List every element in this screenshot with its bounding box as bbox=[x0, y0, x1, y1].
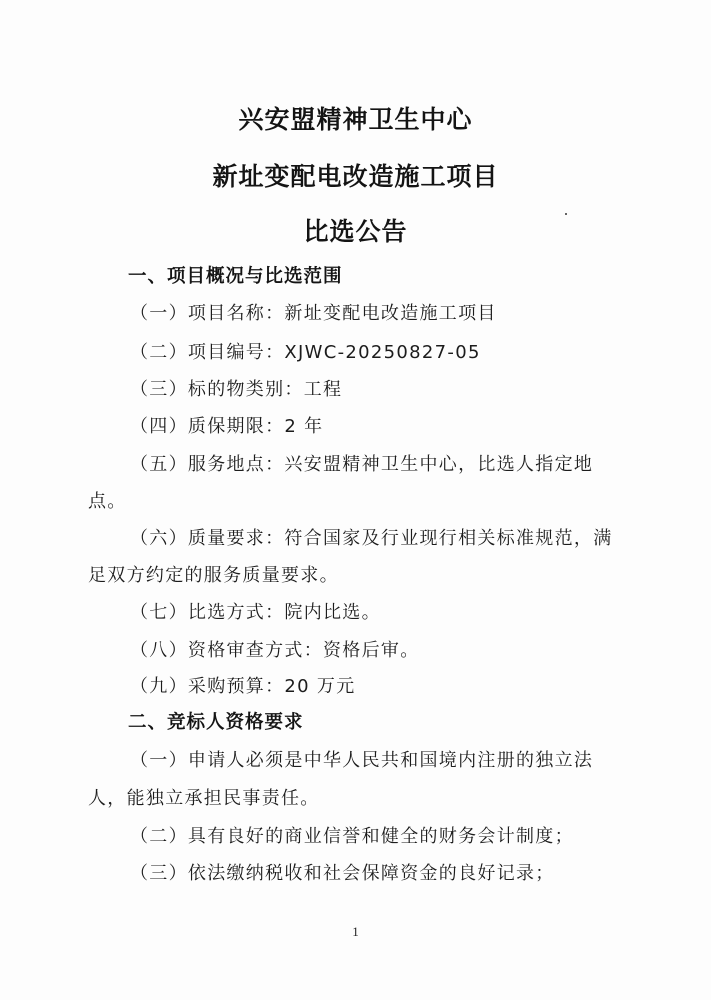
item-selection-method: （七）比选方式：院内比选。 bbox=[130, 602, 381, 623]
item-qualification-review: （八）资格审查方式：资格后审。 bbox=[130, 640, 420, 661]
scan-speck bbox=[565, 213, 567, 215]
title-line-3: 比选公告 bbox=[303, 217, 408, 246]
page-number: 1 bbox=[352, 924, 359, 939]
item-budget: （九）采购预算：20 万元 bbox=[130, 676, 356, 697]
item-project-number: （二）项目编号：XJWC-20250827-05 bbox=[130, 342, 481, 363]
req-tax-record: （三）依法缴纳税收和社会保障资金的良好记录； bbox=[130, 863, 555, 884]
item-quality-requirement-line-1: （六）质量要求：符合国家及行业现行相关标准规范，满 bbox=[130, 528, 613, 549]
title-line-2: 新址变配电改造施工项目 bbox=[212, 162, 499, 191]
item-service-location-line-2: 点。 bbox=[88, 491, 127, 512]
item-subject-category: （三）标的物类别：工程 bbox=[130, 379, 343, 400]
req-independent-legal-line-1: （一）申请人必须是中华人民共和国境内注册的独立法 bbox=[130, 750, 594, 771]
section-2-heading: 二、竞标人资格要求 bbox=[128, 712, 304, 733]
item-service-location-line-1: （五）服务地点：兴安盟精神卫生中心，比选人指定地 bbox=[130, 454, 594, 475]
item-project-name: （一）项目名称：新址变配电改造施工项目 bbox=[130, 303, 497, 324]
req-business-reputation: （二）具有良好的商业信誉和健全的财务会计制度； bbox=[130, 826, 574, 847]
item-warranty-period: （四）质保期限：2 年 bbox=[130, 416, 324, 437]
item-quality-requirement-line-2: 足双方约定的服务质量要求。 bbox=[88, 565, 339, 586]
section-1-heading: 一、项目概况与比选范围 bbox=[128, 266, 343, 287]
req-independent-legal-line-2: 人，能独立承担民事责任。 bbox=[88, 788, 320, 809]
title-line-1: 兴安盟精神卫生中心 bbox=[238, 105, 473, 134]
